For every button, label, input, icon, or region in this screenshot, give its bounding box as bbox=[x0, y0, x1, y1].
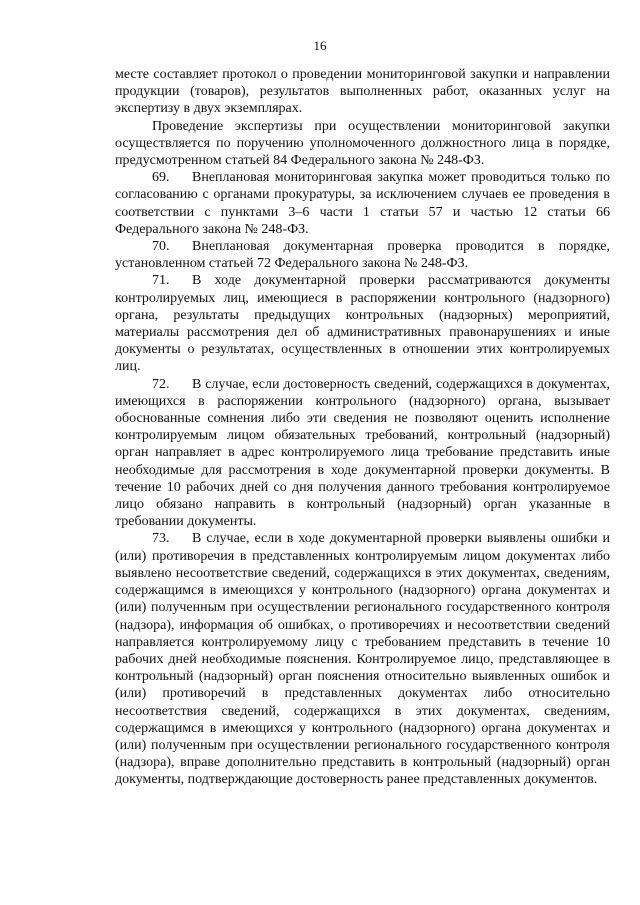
paragraph-71 bbox=[115, 272, 610, 375]
paragraph-text: В случае, если достоверность сведений, содержащихся в документах, имеющихся в распоряжении контрольного (надзорного) органа, вызывает обоснованные сомнения либо эти сведения не позволяют оценить исполнение контролируемым лицом обязательных требований, контрольный (надзорный) орган направляет в адрес контролируемого лица требование представить иные необходимые для рассмотрения в ходе документарной проверки документы. В течение 10 рабочих дней со дня получения данного требования контролируемое лицо обязано направить в контрольный (надзорный) орган указанные в требовании документы. bbox=[115, 376, 610, 530]
paragraph-text: Внеплановая мониторинговая закупка может проводиться только по согласованию с органами прокуратуры, за исключением случаев ее проведения в соответствии с пунктами 3–6 части 1 статьи 57 и частью 12 статьи 66 Федерального закона № 248-ФЗ. bbox=[115, 170, 610, 237]
item-number: 69. bbox=[152, 170, 170, 186]
paragraph-text: месте составляет протокол о проведении мониторинговой закупки и направлении продукции (товаров), результатов выполненных работ, оказанных услуг на экспертизу в двух экземплярах. bbox=[115, 67, 610, 117]
paragraph-text: В случае, если в ходе документарной проверки выявлены ошибки и (или) противоречия в представленных контролируемым лицом документах либо выявлено несоответствие сведений, содержащихся в этих документах, сведениям, содержащимся в имеющихся у контрольного (надзорного) органа документах и (или) полученным при осуществлении регионального государственного контроля (надзора), информация об ошибках, о противоречиях и несоответствии сведений направляется контролируемому лицу с требованием представить в течение 10 рабочих дней необходимые пояснения. Контролируемое лицо, представляющее в контрольный (надзорный) орган пояснения относительно выявленных ошибок и (или) противоречий в представленных документах либо относительно несоответствия сведений, содержащихся в этих документах, сведениям, содержащимся в имеющихся у контрольного (надзорного) органа документах и (или) полученным при осуществлении регионального государственного контроля (надзора), вправе дополнительно представить в контрольный (надзорный) орган документы, подтверждающие достоверность ранее представленных документов. bbox=[115, 531, 610, 788]
item-number: 70. bbox=[152, 239, 170, 255]
paragraph-text: Внеплановая документарная проверка проводится в порядке, установленном статьей 72 Федерального закона № 248-ФЗ. bbox=[115, 239, 610, 272]
paragraph-69 bbox=[115, 169, 610, 238]
paragraph-expertise bbox=[115, 118, 610, 170]
body-text bbox=[115, 66, 610, 789]
paragraph-73 bbox=[115, 530, 610, 788]
item-number: 72. bbox=[152, 376, 170, 392]
paragraph-text: Проведение экспертизы при осуществлении мониторинговой закупки осуществляется по поручению уполномоченного должностного лица в порядке, предусмотренном статьей 84 Федерального закона № 248-ФЗ. bbox=[115, 118, 610, 169]
item-number: 71. bbox=[152, 273, 170, 289]
item-number: 73. bbox=[152, 531, 170, 547]
paragraph-72 bbox=[115, 376, 610, 531]
paragraph-70 bbox=[115, 238, 610, 272]
page-number: 16 bbox=[313, 38, 327, 53]
paragraph-text: В ходе документарной проверки рассматриваются документы контролируемых лиц, имеющиеся в распоряжении контрольного (надзорного) органа, результаты предыдущих контрольных (надзорных) мероприятий, материалы рассмотрения дел об административных правонарушениях и иные документы о результатах, осуществленных в отношении этих контролируемых лиц. bbox=[115, 273, 610, 375]
paragraph-continuation bbox=[115, 66, 610, 118]
